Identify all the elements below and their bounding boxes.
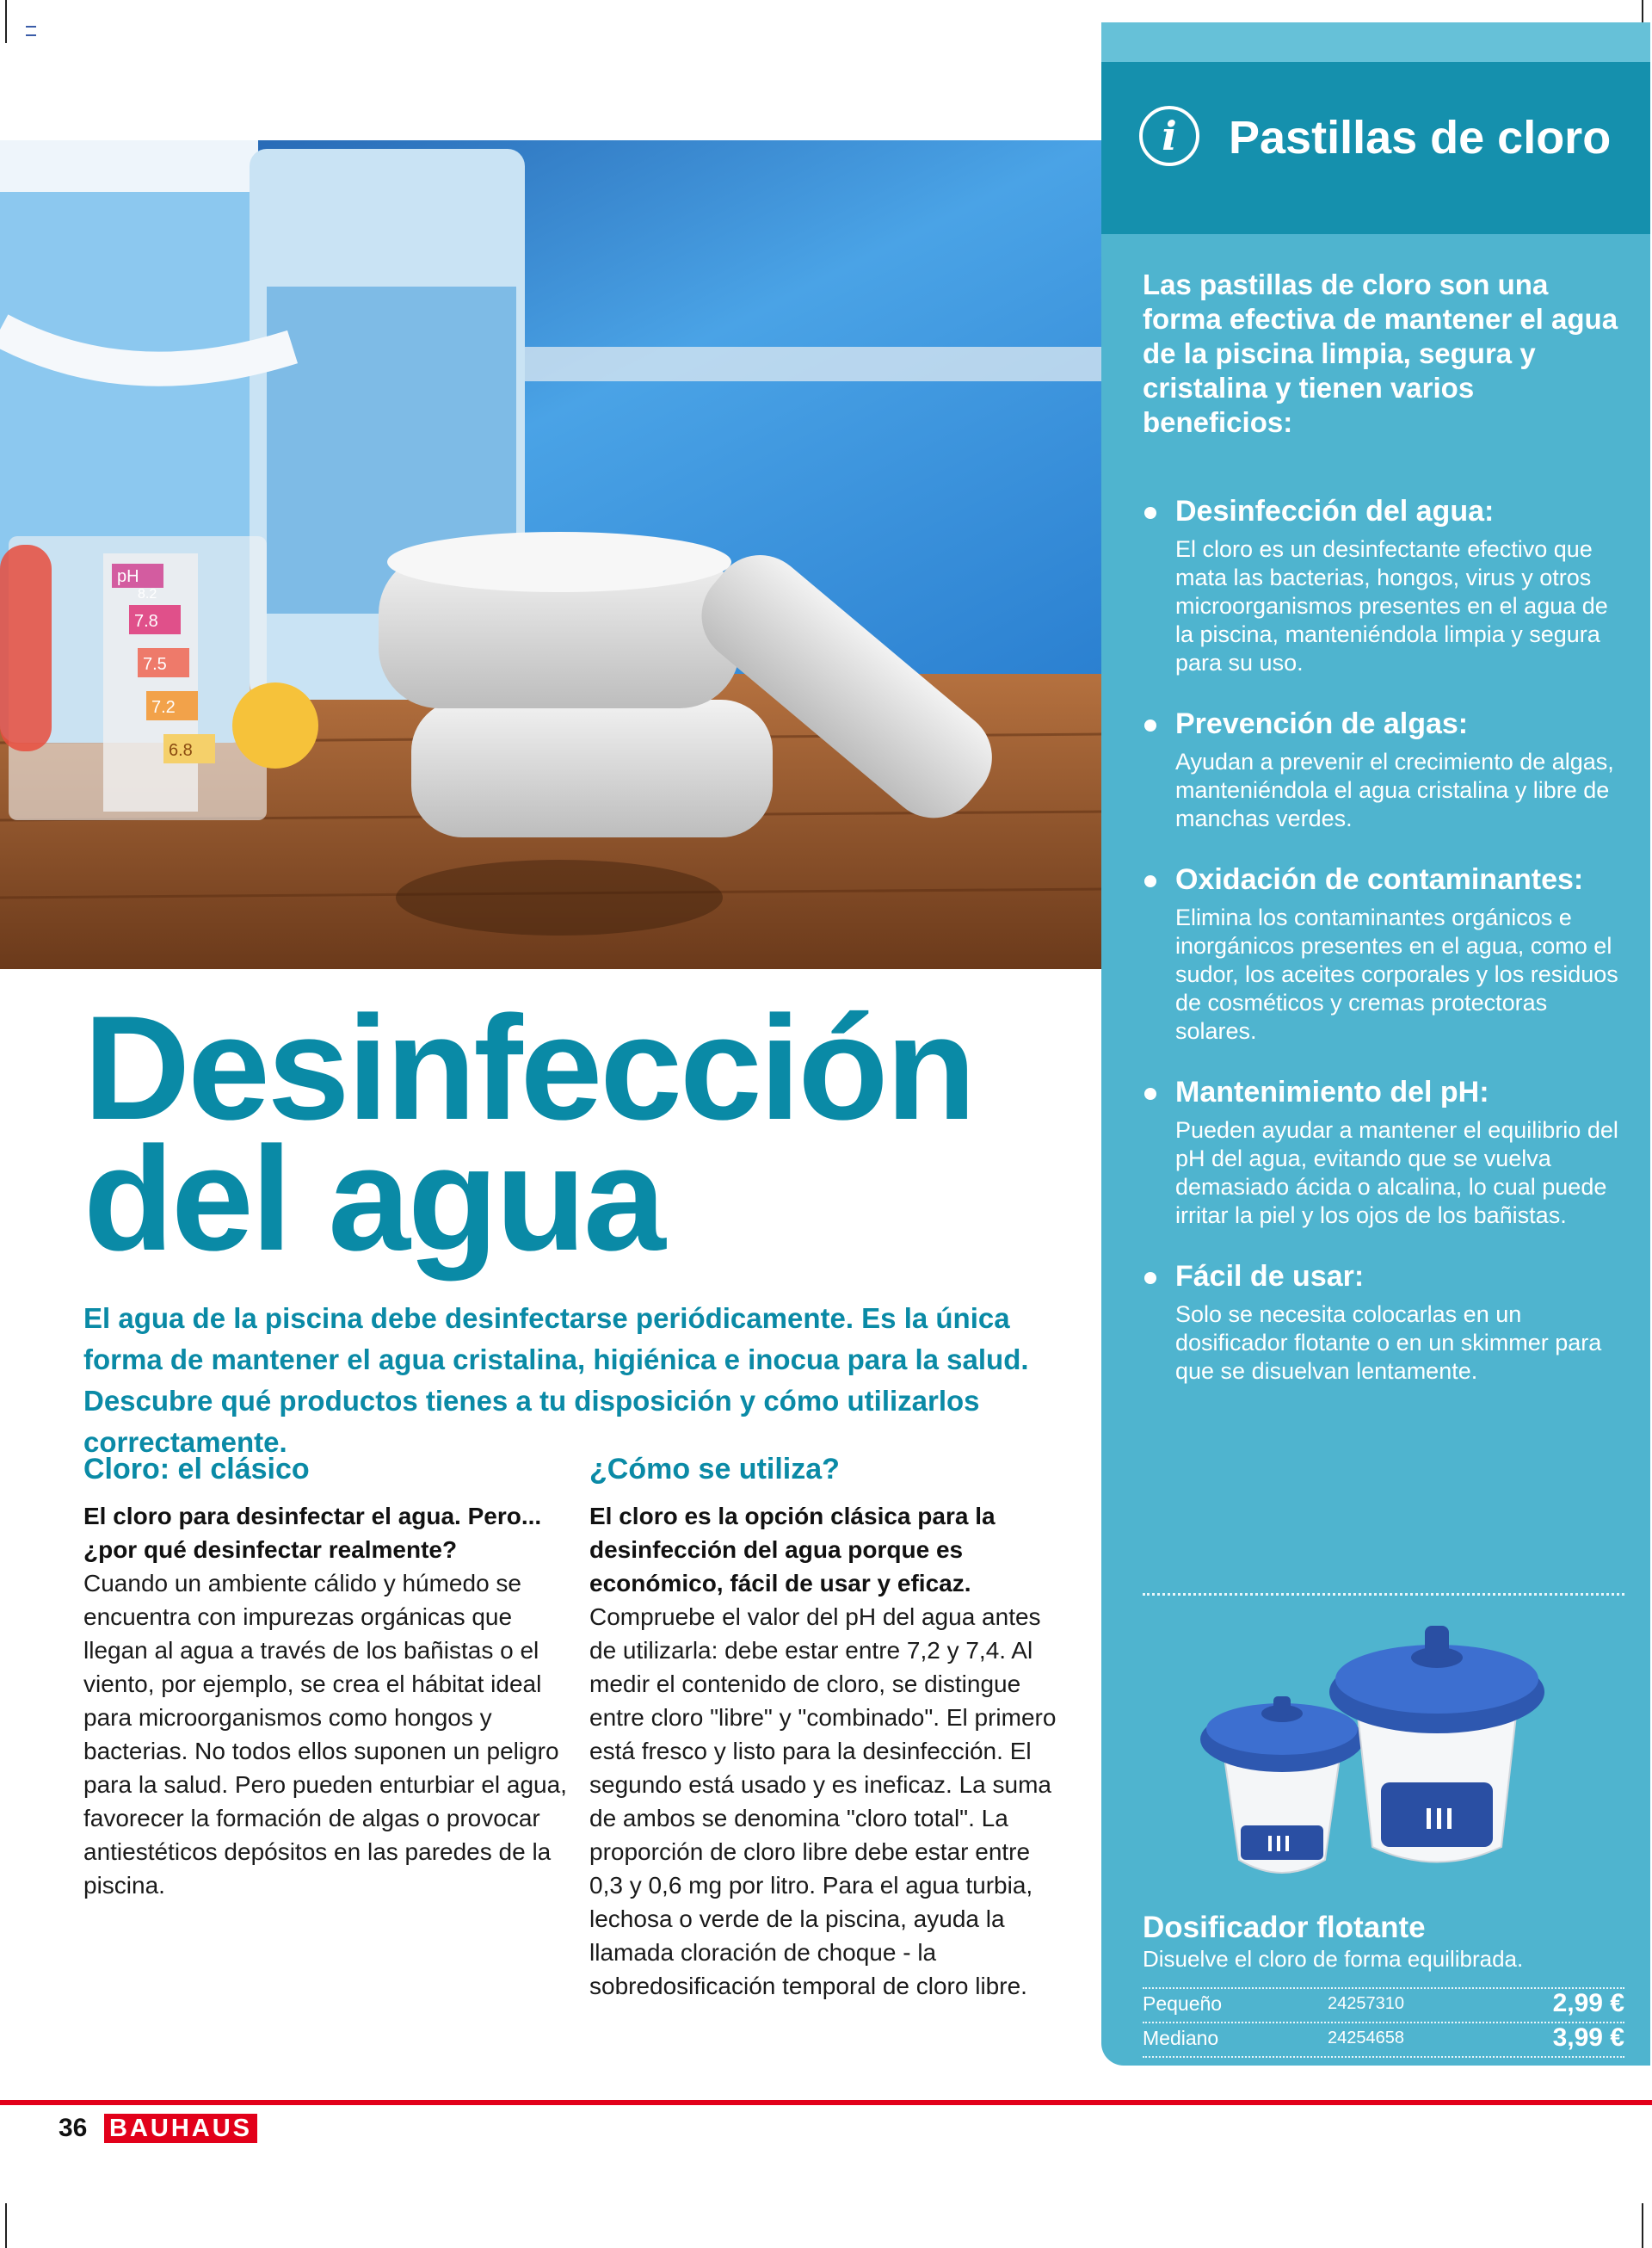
- page-title-line-1: Desinfección: [83, 985, 974, 1151]
- page-title-line-2: del agua: [83, 1116, 663, 1281]
- bullet-icon: [1144, 719, 1156, 732]
- variant-code: 24257310: [1328, 1994, 1404, 2013]
- sidebar-title: Pastillas de cloro: [1229, 112, 1612, 164]
- variant-price: 3,99 €: [1552, 2023, 1624, 2052]
- floating-dispenser-image: [1187, 1610, 1583, 1903]
- column-left: [83, 1451, 574, 1902]
- benefit-text: Solo se necesita colocarlas en un dosificador flotante o en un skimmer para que se disuelvan lentamente.: [1175, 1301, 1602, 1384]
- info-sidebar: [1101, 22, 1650, 2066]
- hero-photo: [0, 140, 1101, 969]
- variant-size: Pequeño: [1143, 1992, 1223, 2015]
- info-icon: i: [1139, 106, 1199, 166]
- chlorine-tablet-bottom: [411, 700, 773, 837]
- yellow-cap: [232, 682, 318, 769]
- section-lead-in: El cloro es la opción clásica para la desinfección del agua porque es económico, fácil de usar y eficaz.: [589, 1503, 996, 1596]
- benefit-title: Mantenimiento del pH:: [1175, 1076, 1489, 1109]
- ph-value-68: 6.8: [169, 741, 193, 760]
- benefit-title: Prevención de algas:: [1175, 707, 1469, 740]
- bullet-icon: [1144, 507, 1156, 519]
- benefit-text: El cloro es un desinfectante efectivo que mata las bacterias, hongos, virus y otros microorganismos presentes en el agua de la piscina, manteniéndola limpia y segura para su uso.: [1175, 536, 1608, 676]
- product-name: Dosificador flotante: [1143, 1911, 1426, 1944]
- bauhaus-logo: BAUHAUS: [104, 2114, 257, 2143]
- hero-illustration: [0, 140, 1101, 969]
- list-item: [1143, 494, 1624, 677]
- divider: [1143, 1593, 1624, 1596]
- bullet-icon: [1144, 1088, 1156, 1100]
- bullet-icon: [1144, 875, 1156, 887]
- benefit-text: Ayudan a prevenir el crecimiento de algas, manteniéndola el agua cristalina y libre de manchas verdes.: [1175, 749, 1614, 831]
- variant-size: Mediano: [1143, 2027, 1219, 2049]
- product-description: Disuelve el cloro de forma equilibrada.: [1143, 1946, 1524, 1972]
- section-heading-cloro: Cloro: el clásico: [83, 1453, 310, 1485]
- ph-value-82: 8.2: [138, 587, 157, 602]
- list-item: [1143, 862, 1624, 1046]
- table-row: [1143, 2022, 1624, 2058]
- price-table: [1143, 1987, 1624, 2058]
- section-lead-in: El cloro para desinfectar el agua. Pero... ¿por qué desinfectar realmente?: [83, 1503, 542, 1563]
- benefit-text: Pueden ayudar a mantener el equilibrio del pH del agua, evitando que se vuelva demasiado ácida o alcalina, lo cual puede irritar la piel y los ojos de los bañistas.: [1175, 1117, 1618, 1228]
- menu-icon: [26, 26, 36, 36]
- section-body: Cuando un ambiente cálido y húmedo se encuentra con impurezas orgánicas que llegan al agua a través de los bañistas o el viento, por ejemplo, se crea el hábitat ideal para microorganismos como hongos y bacterias. No todos ellos suponen un peligro para la salud. Pero pueden enturbiar el agua, favorecer la formación de algas o provocar antiestéticos depósitos en las paredes de la piscina.: [83, 1570, 567, 1899]
- crop-mark-top-left: [5, 0, 7, 43]
- list-item: [1143, 1075, 1624, 1230]
- sidebar-top-strip: [1101, 22, 1650, 62]
- ph-value-78: 7.8: [134, 612, 158, 631]
- ph-label: pH: [117, 567, 139, 586]
- bullet-icon: [1144, 1272, 1156, 1284]
- benefit-title: Oxidación de contaminantes:: [1175, 863, 1584, 896]
- pool-edge: [482, 347, 1101, 381]
- section-heading-uso: ¿Cómo se utiliza?: [589, 1453, 840, 1485]
- benefit-title: Desinfección del agua:: [1175, 495, 1495, 528]
- lead-paragraph: El agua de la piscina debe desinfectarse periódicamente. Es la única forma de mantener el agua cristalina, higiénica e inocua para la salud. Descubre qué productos tienes a tu disposición y cómo utilizarlos correctamente.: [83, 1302, 1029, 1458]
- column-right: [589, 1451, 1058, 2003]
- variant-price: 2,99 €: [1552, 1989, 1624, 2017]
- benefit-text: Elimina los contaminantes orgánicos e inorgánicos presentes en el agua, como el sudor, los aceites corporales y los residuos de cosméticos y cremas protectoras solares.: [1175, 905, 1618, 1044]
- test-tube-cap: [0, 545, 52, 751]
- benefits-list: [1143, 494, 1624, 1386]
- bucket-left-lid: [0, 140, 258, 192]
- sidebar-intro: Las pastillas de cloro son una forma efectiva de mantener el agua de la piscina limpia, segura y cristalina y tienen varios beneficios:: [1143, 269, 1618, 438]
- page-number: 36: [59, 2114, 88, 2142]
- list-item: [1143, 1259, 1624, 1386]
- table-row: [1143, 1987, 1624, 2022]
- ph-value-75: 7.5: [143, 655, 167, 674]
- crop-mark-bottom-right: [1642, 2203, 1643, 2248]
- page-title: [83, 985, 1073, 1281]
- section-body: Compruebe el valor del pH del agua antes de utilizarla: debe estar entre 7,2 y 7,4. Al medir el contenido de cloro, se distingue entre cloro "libre" y "combinado". El primero está fresco y listo para la desinfección. El segundo está usado y es ineficaz. La suma de ambos se denomina "cloro total". La proporción de cloro libre debe estar entre 0,3 y 0,6 mg por litro. Para el agua turbia, lechosa o verde de la piscina, ayuda la llamada cloración de choque - la sobredosificación temporal de cloro libre.: [589, 1603, 1057, 1999]
- crop-mark-bottom-left: [5, 2203, 7, 2248]
- footer-rule: [0, 2100, 1652, 2105]
- ph-value-72: 7.2: [151, 698, 176, 717]
- list-item: [1143, 707, 1624, 833]
- variant-code: 24254658: [1328, 2029, 1404, 2047]
- benefit-title: Fácil de usar:: [1175, 1260, 1365, 1293]
